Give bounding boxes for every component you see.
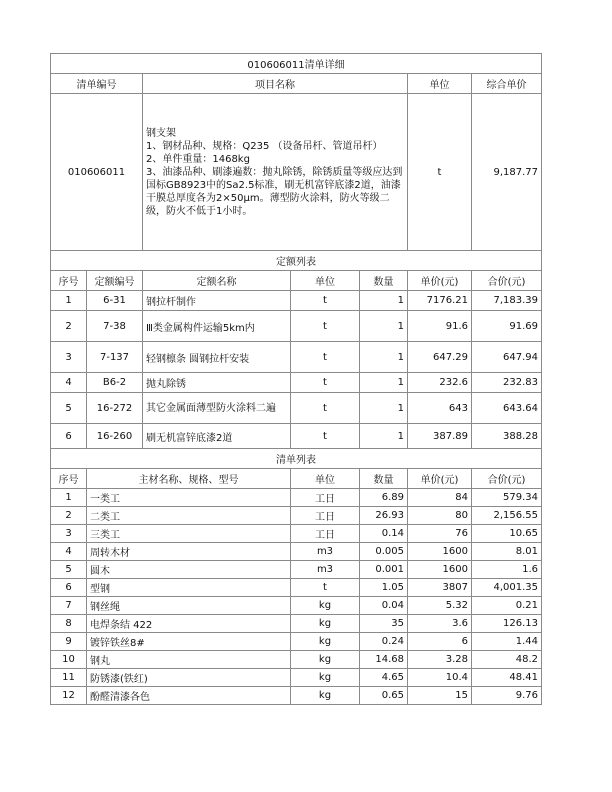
material-qty: 26.93: [360, 507, 408, 525]
material-qty: 4.65: [360, 669, 408, 687]
quota-total: 91.69: [472, 311, 542, 342]
quota-unit: t: [291, 424, 360, 449]
material-row: [51, 507, 542, 525]
quota-unit: t: [291, 311, 360, 342]
material-no: 3: [51, 525, 87, 543]
item-unit: t: [408, 94, 472, 251]
materials-col-no: 序号: [51, 469, 87, 489]
material-unit: m3: [291, 543, 360, 561]
materials-body: [51, 489, 542, 705]
materials-col-total: 合价(元): [472, 469, 542, 489]
quota-unit: t: [291, 342, 360, 373]
materials-col-unit: 单位: [291, 469, 360, 489]
quota-qty: 1: [360, 424, 408, 449]
material-price: 3.6: [408, 615, 472, 633]
quota-price: 647.29: [408, 342, 472, 373]
quota-name: 刷无机富锌底漆2道: [143, 424, 291, 449]
material-qty: 35: [360, 615, 408, 633]
material-total: 1.44: [472, 633, 542, 651]
material-total: 0.21: [472, 597, 542, 615]
material-row: [51, 489, 542, 507]
material-no: 2: [51, 507, 87, 525]
material-name: 钢丸: [87, 651, 291, 669]
quota-name: Ⅲ类金属构件运输5km内: [143, 311, 291, 342]
materials-section-title: 清单列表: [51, 449, 542, 469]
quota-code: 16-272: [87, 393, 143, 424]
material-total: 1.6: [472, 561, 542, 579]
material-row: [51, 615, 542, 633]
header-code: 清单编号: [51, 74, 143, 94]
quota-unit: t: [291, 291, 360, 311]
material-name: 周转木材: [87, 543, 291, 561]
quota-code: B6-2: [87, 373, 143, 393]
material-total: 126.13: [472, 615, 542, 633]
material-price: 10.4: [408, 669, 472, 687]
material-row: [51, 669, 542, 687]
quota-price: 232.6: [408, 373, 472, 393]
quota-code: 6-31: [87, 291, 143, 311]
material-row: [51, 687, 542, 705]
material-price: 15: [408, 687, 472, 705]
material-total: 579.34: [472, 489, 542, 507]
item-description: [143, 94, 408, 251]
quota-total: 388.28: [472, 424, 542, 449]
material-price: 80: [408, 507, 472, 525]
material-unit: m3: [291, 561, 360, 579]
quota-code: 7-137: [87, 342, 143, 373]
material-total: 2,156.55: [472, 507, 542, 525]
material-no: 6: [51, 579, 87, 597]
material-unit: kg: [291, 597, 360, 615]
quota-col-price: 单价(元): [408, 271, 472, 291]
material-no: 12: [51, 687, 87, 705]
quota-name: 其它金属面薄型防火涂料二遍: [143, 393, 291, 424]
quota-row: [51, 373, 542, 393]
material-no: 11: [51, 669, 87, 687]
quota-unit: t: [291, 373, 360, 393]
quota-row: [51, 342, 542, 373]
quota-col-qty: 数量: [360, 271, 408, 291]
material-unit: kg: [291, 615, 360, 633]
material-row: [51, 561, 542, 579]
material-unit: kg: [291, 633, 360, 651]
item-desc-line: 钢支架: [146, 127, 176, 139]
bill-detail-table: [50, 53, 542, 705]
quota-name: 抛丸除锈: [143, 373, 291, 393]
material-no: 5: [51, 561, 87, 579]
item-desc-line: 2、单件重量：1468kg: [146, 153, 250, 165]
item-desc-line: 1、钢材品种、规格：Q235 （设备吊杆、管道吊杆）: [146, 140, 383, 152]
header-unit: 单位: [408, 74, 472, 94]
quota-section-title: 定额列表: [51, 251, 542, 271]
material-unit: 工日: [291, 525, 360, 543]
material-total: 8.01: [472, 543, 542, 561]
quota-qty: 1: [360, 291, 408, 311]
material-name: 钢丝绳: [87, 597, 291, 615]
material-qty: 0.005: [360, 543, 408, 561]
quota-no: 1: [51, 291, 87, 311]
material-no: 1: [51, 489, 87, 507]
quota-no: 2: [51, 311, 87, 342]
material-qty: 0.24: [360, 633, 408, 651]
material-no: 8: [51, 615, 87, 633]
quota-col-unit: 单位: [291, 271, 360, 291]
quota-price: 643: [408, 393, 472, 424]
item-desc-line: 3、油漆品种、刷漆遍数：抛丸除锈，除锈质量等级应达到国标GB8923中的Sa2.5标准，刷无机富锌底漆2道，油漆干膜总厚度各为2×50μm。薄型防火涂料，防火等级二级，防火不低于1小时。: [146, 166, 403, 217]
material-unit: t: [291, 579, 360, 597]
material-name: 圆木: [87, 561, 291, 579]
quota-unit: t: [291, 393, 360, 424]
quota-row: [51, 311, 542, 342]
material-total: 4,001.35: [472, 579, 542, 597]
material-no: 9: [51, 633, 87, 651]
material-total: 10.65: [472, 525, 542, 543]
material-row: [51, 651, 542, 669]
material-total: 48.2: [472, 651, 542, 669]
quota-total: 643.64: [472, 393, 542, 424]
material-no: 4: [51, 543, 87, 561]
material-no: 10: [51, 651, 87, 669]
item-price: 9,187.77: [472, 94, 542, 251]
material-name: 一类工: [87, 489, 291, 507]
material-unit: kg: [291, 669, 360, 687]
quota-code: 7-38: [87, 311, 143, 342]
materials-col-name: 主材名称、规格、型号: [87, 469, 291, 489]
material-price: 6: [408, 633, 472, 651]
header-price: 综合单价: [472, 74, 542, 94]
material-total: 9.76: [472, 687, 542, 705]
quota-qty: 1: [360, 311, 408, 342]
quota-price: 387.89: [408, 424, 472, 449]
quota-col-total: 合价(元): [472, 271, 542, 291]
material-qty: 0.001: [360, 561, 408, 579]
material-price: 3807: [408, 579, 472, 597]
material-unit: kg: [291, 687, 360, 705]
quota-code: 16-260: [87, 424, 143, 449]
quota-qty: 1: [360, 342, 408, 373]
quota-name: 轻钢檩条 圆钢拉杆安装: [143, 342, 291, 373]
material-row: [51, 633, 542, 651]
material-name: 型钢: [87, 579, 291, 597]
item-code: 010606011: [51, 94, 143, 251]
material-qty: 0.14: [360, 525, 408, 543]
material-qty: 1.05: [360, 579, 408, 597]
quota-no: 3: [51, 342, 87, 373]
quota-no: 6: [51, 424, 87, 449]
material-name: 二类工: [87, 507, 291, 525]
material-name: 酚醛清漆各色: [87, 687, 291, 705]
material-name: 防锈漆(铁红): [87, 669, 291, 687]
material-no: 7: [51, 597, 87, 615]
quota-no: 4: [51, 373, 87, 393]
quota-qty: 1: [360, 393, 408, 424]
quota-row: [51, 424, 542, 449]
quota-total: 7,183.39: [472, 291, 542, 311]
quota-total: 232.83: [472, 373, 542, 393]
material-price: 1600: [408, 561, 472, 579]
quota-col-name: 定额名称: [143, 271, 291, 291]
material-qty: 0.65: [360, 687, 408, 705]
material-row: [51, 543, 542, 561]
material-unit: 工日: [291, 489, 360, 507]
quota-price: 7176.21: [408, 291, 472, 311]
quota-total: 647.94: [472, 342, 542, 373]
material-row: [51, 525, 542, 543]
material-unit: 工日: [291, 507, 360, 525]
material-name: 镀锌铁丝8#: [87, 633, 291, 651]
quota-col-code: 定额编号: [87, 271, 143, 291]
material-row: [51, 597, 542, 615]
material-price: 84: [408, 489, 472, 507]
material-qty: 0.04: [360, 597, 408, 615]
quota-price: 91.6: [408, 311, 472, 342]
material-price: 5.32: [408, 597, 472, 615]
table-title: 010606011清单详细: [51, 54, 542, 74]
material-row: [51, 579, 542, 597]
quota-name: 钢拉杆制作: [143, 291, 291, 311]
material-total: 48.41: [472, 669, 542, 687]
quota-no: 5: [51, 393, 87, 424]
material-unit: kg: [291, 651, 360, 669]
quota-qty: 1: [360, 373, 408, 393]
materials-col-price: 单价(元): [408, 469, 472, 489]
quota-row: [51, 291, 542, 311]
material-name: 三类工: [87, 525, 291, 543]
material-price: 76: [408, 525, 472, 543]
materials-col-qty: 数量: [360, 469, 408, 489]
material-name: 电焊条结 422: [87, 615, 291, 633]
material-price: 1600: [408, 543, 472, 561]
material-qty: 14.68: [360, 651, 408, 669]
quota-row: [51, 393, 542, 424]
material-qty: 6.89: [360, 489, 408, 507]
material-price: 3.28: [408, 651, 472, 669]
header-name: 项目名称: [143, 74, 408, 94]
quota-col-no: 序号: [51, 271, 87, 291]
